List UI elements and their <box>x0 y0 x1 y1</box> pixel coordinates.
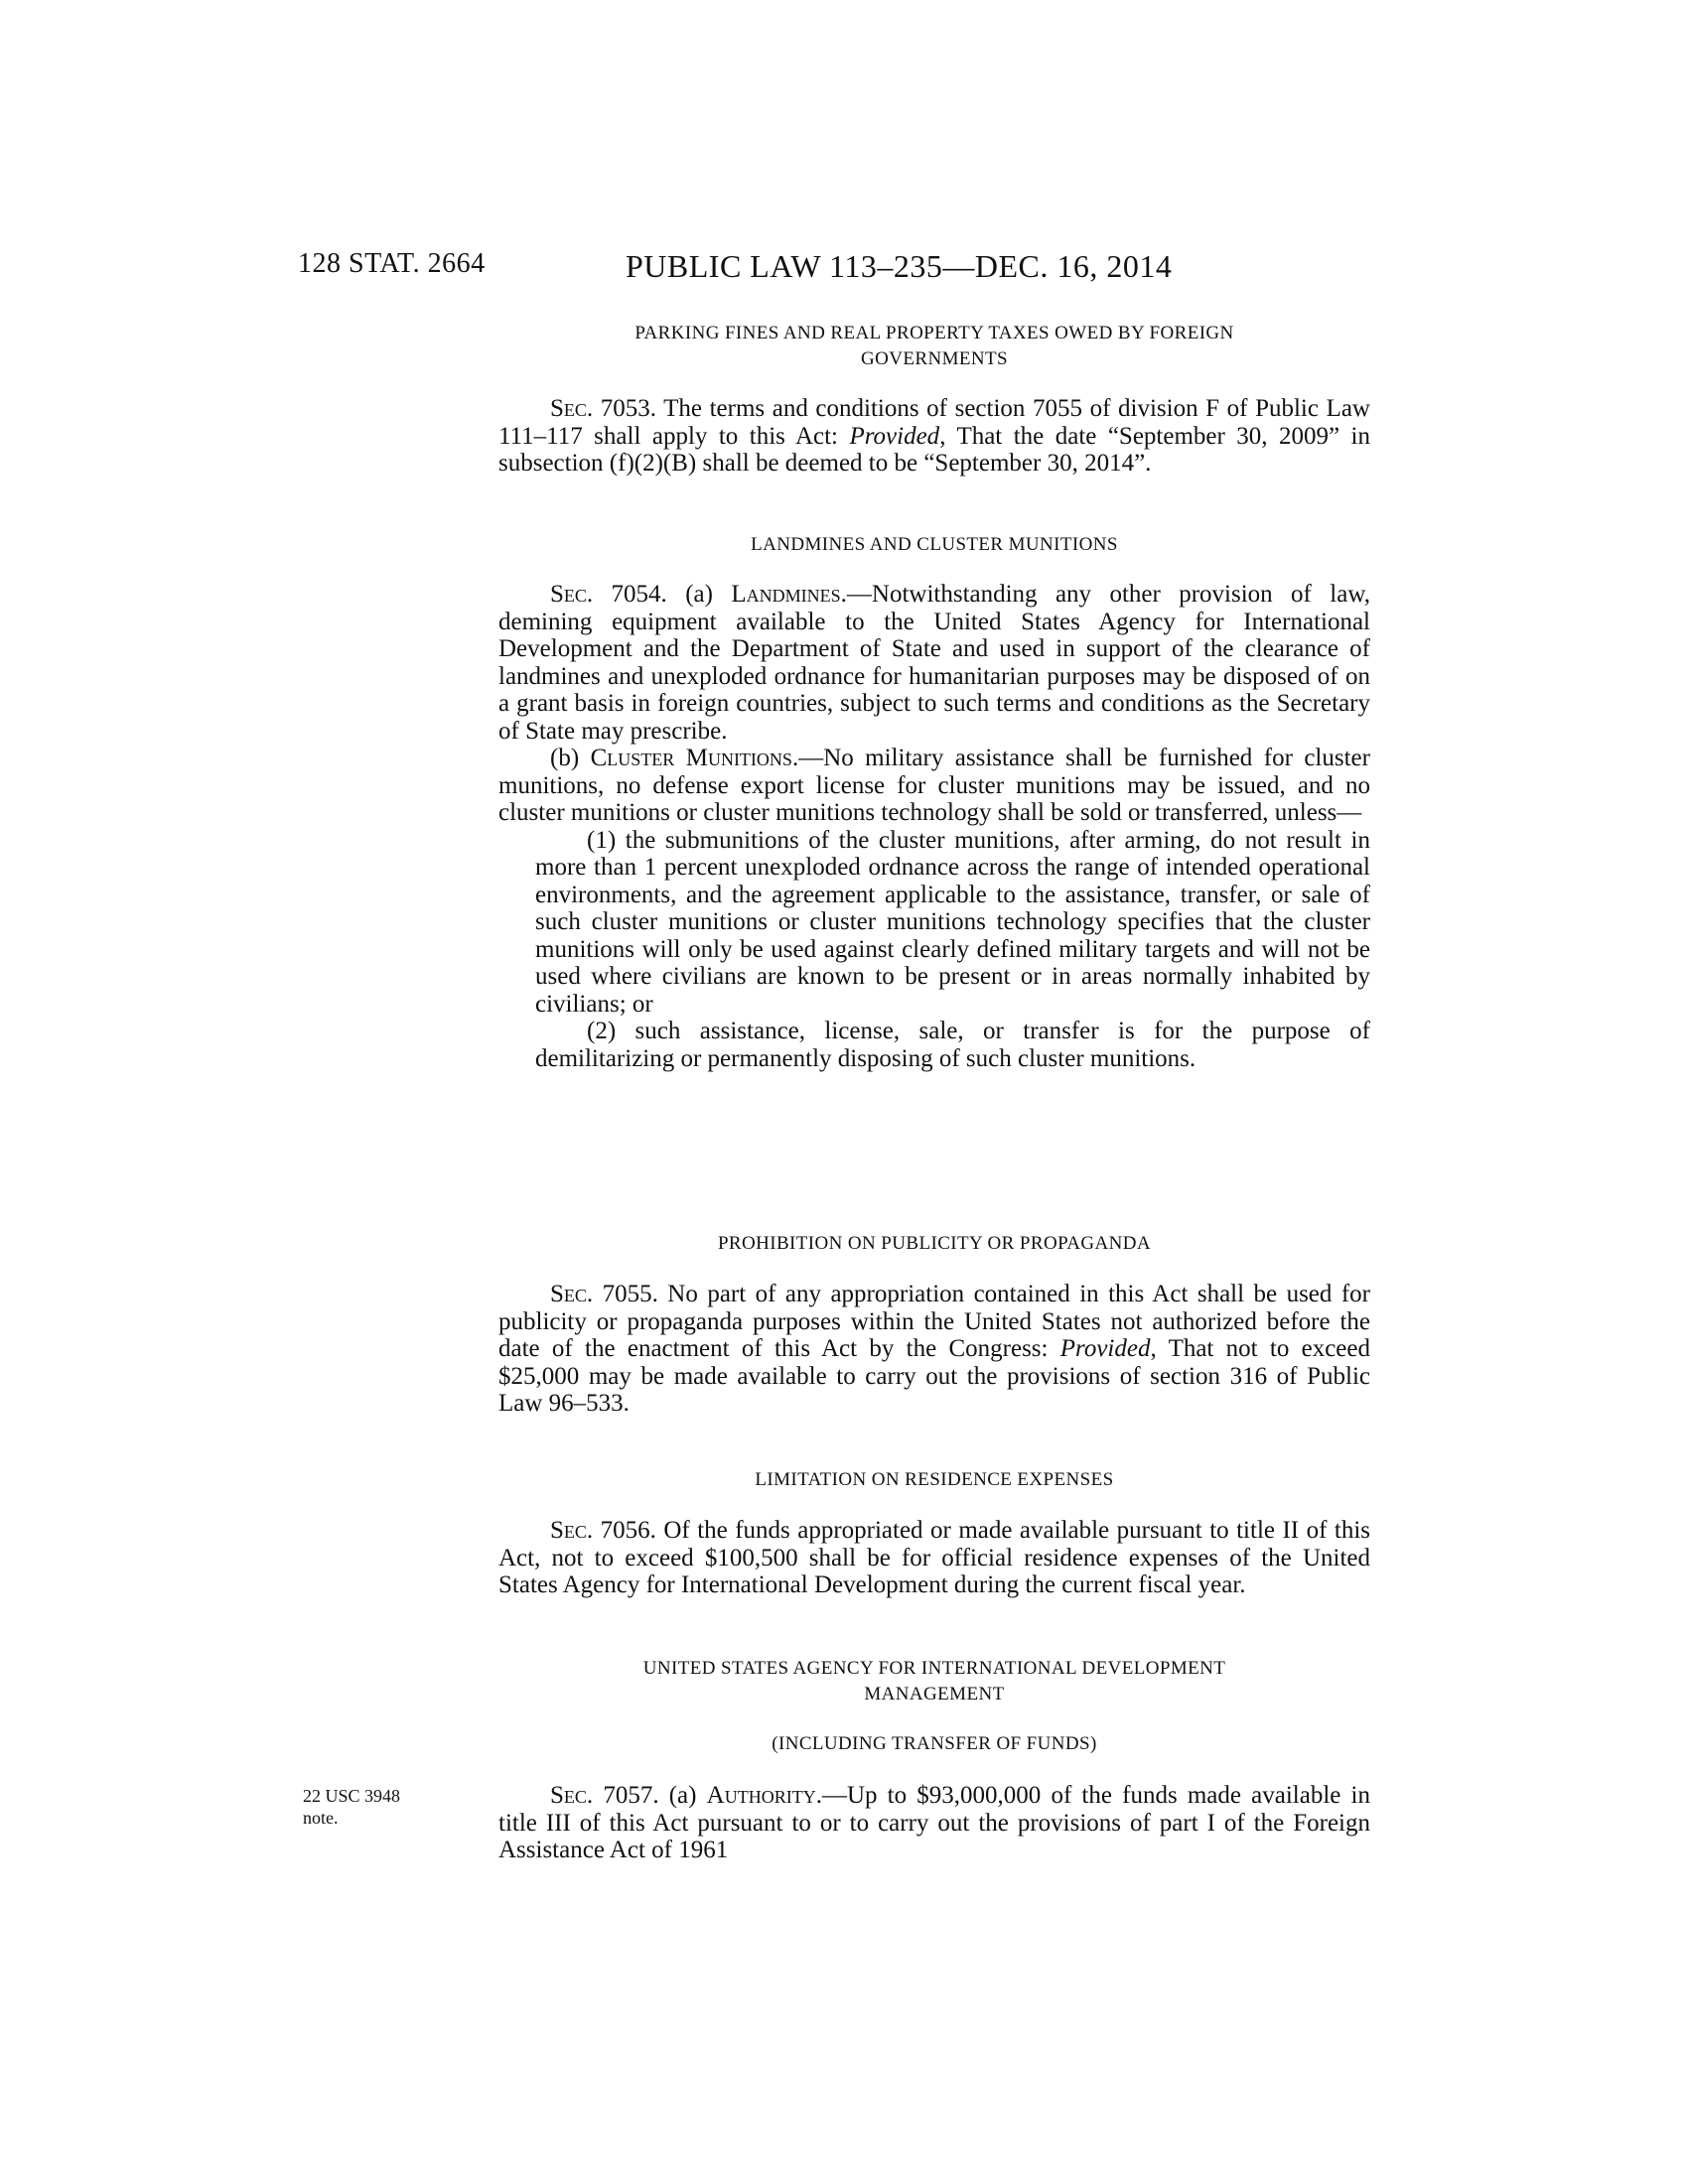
section-7056 <box>498 1517 1370 1599</box>
provided-term: Provided <box>1059 1335 1151 1362</box>
subsection-title: Authority <box>706 1782 816 1809</box>
subsection-title: Cluster Munitions <box>590 745 792 771</box>
section-7057 <box>498 1782 1370 1864</box>
subsection-a <box>498 581 1370 745</box>
section-7057-subheading <box>498 1731 1370 1757</box>
section-heading-line: LIMITATION ON RESIDENCE EXPENSES <box>755 1469 1114 1490</box>
section-heading-line: PARKING FINES AND REAL PROPERTY TAXES OWED BY FOREIGN <box>634 323 1234 343</box>
margin-note-line: 22 USC 3948 <box>303 1786 401 1806</box>
text-run: , That the date “September 30, 2009” in subsection (f)(2)(B) shall be deemed to be “September 30, 2014”. <box>498 422 1370 477</box>
section-7053 <box>498 395 1370 478</box>
text-run: .—Up to $93,000,000 of the funds made available in title III of this Act pursuant to or to carry out the provisions of part I of the Foreign Assistance Act of 1961 <box>498 1782 1370 1863</box>
section-7053-text <box>498 395 1370 478</box>
section-heading-line: PROHIBITION ON PUBLICITY OR PROPAGANDA <box>717 1233 1152 1254</box>
section-7054-heading <box>498 532 1370 558</box>
paragraph-1: (1) the submunitions of the cluster munitions, after arming, do not result in more than 1 percent unexploded ordnance across the range of intended operational environments, and the agreement applicable to the assistance, transfer, or sale of such cluster munitions or cluster munitions technology specifies that the cluster munitions will only be used against clearly defined military targets and will not be used where civilians are known to be present or in areas normally inhabited by civilians; or <box>535 826 1370 1018</box>
section-heading-line: GOVERNMENTS <box>861 348 1008 369</box>
text-run: 7055. No part of any appropriation contained in this Act shall be used for publicity or propaganda purposes within the United States not authorized before the date of the enactment of this Act by the Congress: <box>498 1281 1370 1362</box>
text-run: 7056. Of the funds appropriated or made available pursuant to title II of this Act, not to exceed $100,500 shall be for official residence expenses of the United States Agency for International Development during the current fiscal year. <box>498 1517 1370 1598</box>
section-7055-text <box>498 1281 1370 1418</box>
sec-label: Sec. <box>550 1517 594 1544</box>
paragraph-2: (2) such assistance, license, sale, or transfer is for the purpose of demilitarizing or permanently disposing of such cluster munitions. <box>535 1018 1370 1072</box>
section-subheading: (INCLUDING TRANSFER OF FUNDS) <box>772 1733 1097 1754</box>
running-head <box>298 248 1390 288</box>
text-run: .—Notwithstanding any other provision of law, demining equipment available to the United States Agency for International Development and the Department of State and used in support of the clearance of landmines and unexploded ordnance for humanitarian purposes may be disposed of on a grant basis in foreign countries, subject to such terms and conditions as the Secretary of State may prescribe. <box>498 581 1371 745</box>
margin-note-line: note. <box>303 1808 339 1828</box>
stat-citation: 128 STAT. 2664 <box>298 248 486 279</box>
text-run: 7053. The terms and conditions of section 7055 of division F of Public Law 111–117 shall apply to this Act: <box>498 395 1370 450</box>
section-heading-line: LANDMINES AND CLUSTER MUNITIONS <box>751 534 1118 555</box>
section-7055 <box>498 1281 1370 1418</box>
law-title: PUBLIC LAW 113–235—DEC. 16, 2014 <box>626 248 1173 284</box>
text-run: 7054. (a) <box>593 581 732 608</box>
text-run: , That not to exceed $25,000 may be made available to carry out the provisions of section 316 of Public Law 96–533. <box>498 1335 1371 1417</box>
section-heading-line: UNITED STATES AGENCY FOR INTERNATIONAL DEVELOPMENT <box>642 1658 1226 1679</box>
sec-label: Sec. <box>550 1281 594 1307</box>
section-7054 <box>498 581 1370 1072</box>
text-run: .—No military assistance shall be furnished for cluster munitions, no defense export license for cluster munitions may be issued, and no cluster munitions or cluster munitions technology shall be sold or transferred, unless— <box>498 745 1370 826</box>
sec-label: Sec. <box>550 395 594 422</box>
sec-label: Sec. <box>550 1782 594 1809</box>
section-7053-heading <box>498 321 1370 372</box>
section-7057-heading <box>498 1656 1370 1707</box>
section-heading-line: MANAGEMENT <box>864 1684 1005 1705</box>
sec-label: Sec. <box>550 581 594 608</box>
section-7056-text <box>498 1517 1370 1599</box>
text-run: (b) <box>550 745 591 771</box>
subsection-b <box>498 745 1370 827</box>
section-7055-heading <box>498 1231 1370 1257</box>
subsection-title: Landmines <box>731 581 841 608</box>
subsection-a <box>498 1782 1370 1864</box>
text-run: 7057. (a) <box>593 1782 707 1809</box>
section-7056-heading <box>498 1467 1370 1493</box>
margin-note <box>303 1785 482 1829</box>
provided-term: Provided <box>849 422 940 450</box>
